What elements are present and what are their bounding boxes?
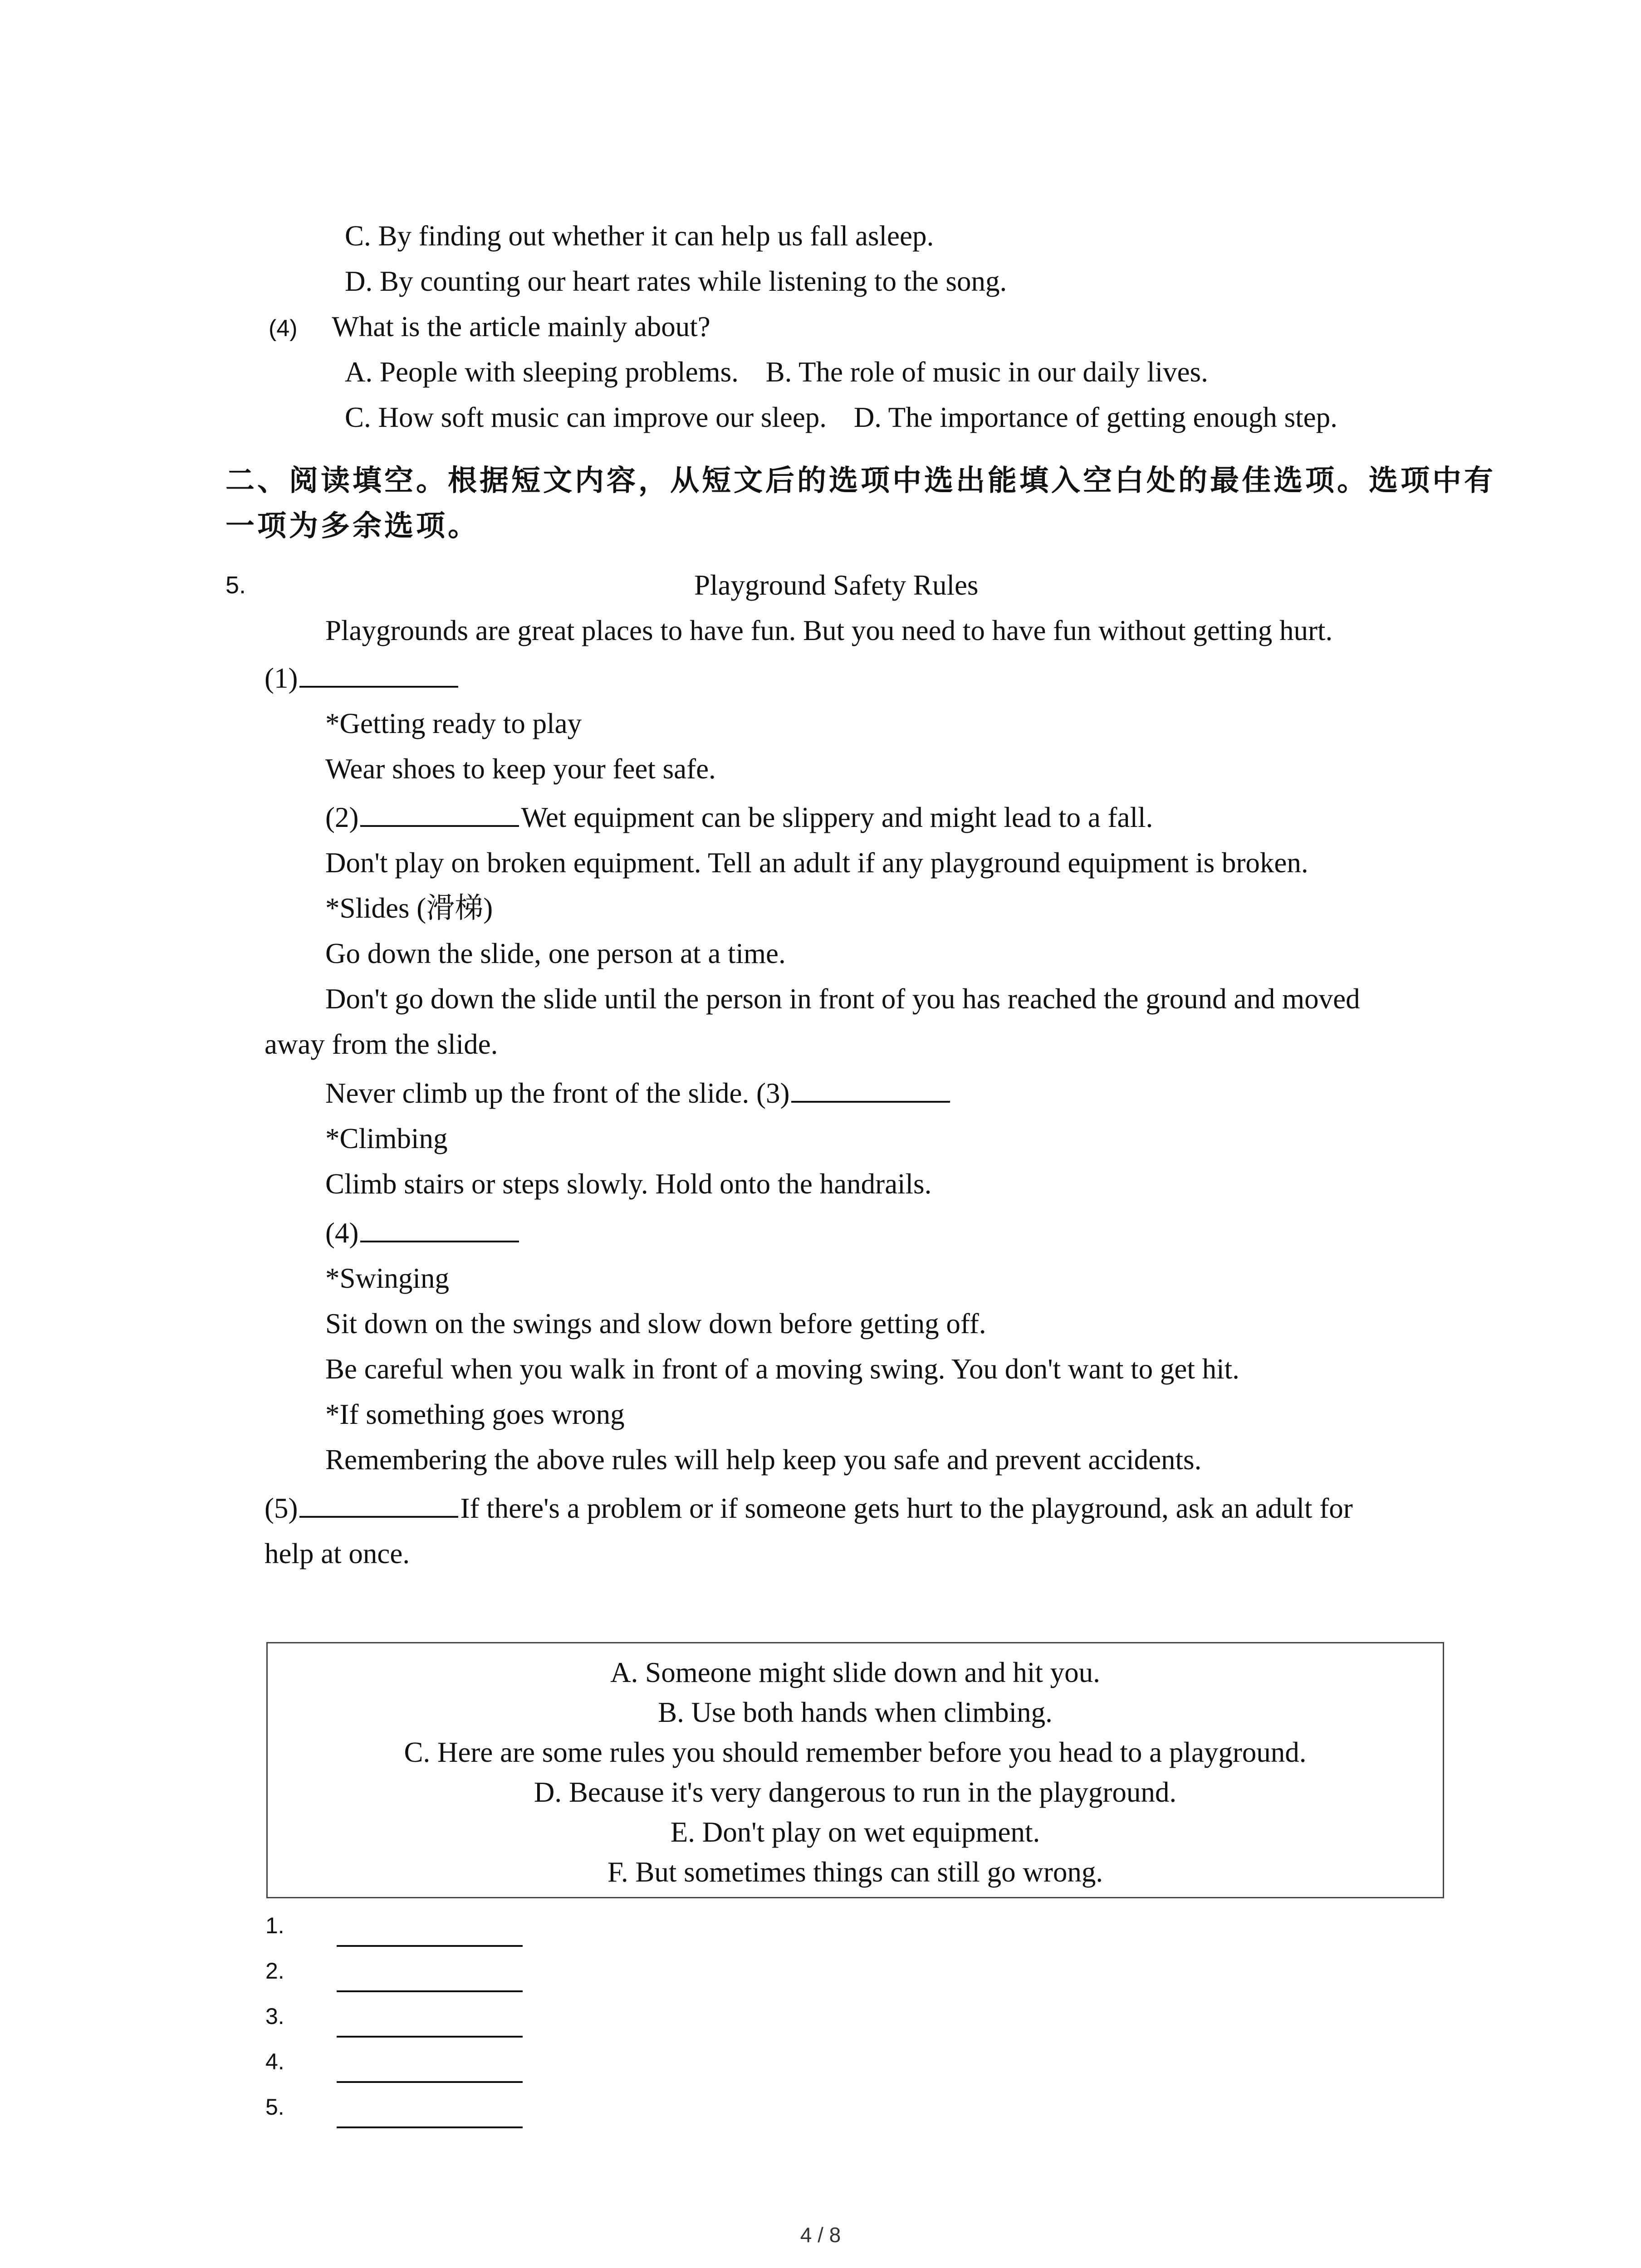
- wet-equipment-text: Wet equipment can be slippery and might lead to a fall.: [521, 802, 1153, 833]
- passage-title: Playground Safety Rules: [694, 569, 979, 601]
- q4-option-a: A. People with sleeping problems.: [345, 356, 739, 388]
- blank-4-label: (4): [325, 1217, 359, 1249]
- blank-4: [360, 1217, 519, 1242]
- options-box: [266, 1642, 1444, 1898]
- q4-line: [269, 304, 710, 349]
- answer-1-field[interactable]: [337, 1945, 523, 1947]
- option-d: D. Because it's very dangerous to run in the playground.: [534, 1776, 1177, 1808]
- dont-go-text-2: away from the slide.: [265, 1028, 498, 1060]
- section-heading-line1: 二、阅读填空。根据短文内容，从短文后的选项中选出能填入空白处的最佳选项。选项中有: [225, 464, 1496, 498]
- q3-option-d: D. By counting our heart rates while listening to the song.: [345, 265, 1007, 297]
- blank-3-line: [325, 1070, 952, 1116]
- q3-option-c: C. By finding out whether it can help us fall asleep.: [345, 220, 934, 252]
- answer-4-field[interactable]: [337, 2081, 523, 2083]
- blank-5: [299, 1492, 458, 1518]
- remembering-text: Remembering the above rules will help keep you safe and prevent accidents.: [325, 1444, 1202, 1476]
- blank-1-line: [265, 655, 460, 701]
- q4-option-d: D. The importance of getting enough step.: [853, 401, 1337, 433]
- swinging-heading: *Swinging: [325, 1262, 450, 1294]
- answer-5-number: 5.: [265, 2094, 284, 2120]
- climb-stairs-text: Climb stairs or steps slowly. Hold onto the handrails.: [325, 1168, 932, 1200]
- sit-down-text: Sit down on the swings and slow down before getting off.: [325, 1308, 986, 1339]
- blank-2-line: [325, 795, 1153, 840]
- option-b: B. Use both hands when climbing.: [658, 1696, 1053, 1728]
- answer-2-field[interactable]: [337, 1990, 523, 1992]
- climbing-heading: *Climbing: [325, 1123, 448, 1154]
- goes-wrong-heading: *If something goes wrong: [325, 1398, 625, 1430]
- section-heading-line2: 一项为多余选项。: [225, 509, 480, 543]
- q4-number: (4): [269, 315, 298, 342]
- blank-3: [791, 1077, 950, 1103]
- wear-shoes-text: Wear shoes to keep your feet safe.: [325, 753, 716, 785]
- getting-ready-heading: *Getting ready to play: [325, 708, 582, 739]
- blank-2: [360, 802, 519, 827]
- broken-equipment-text: Don't play on broken equipment. Tell an adult if any playground equipment is broken.: [325, 847, 1308, 879]
- problem-text-1: If there's a problem or if someone gets hurt to the playground, ask an adult for: [460, 1492, 1353, 1524]
- blank-2-label: (2): [325, 802, 359, 833]
- blank-1-label: (1): [265, 662, 298, 694]
- answer-3-number: 3.: [265, 2004, 284, 2029]
- q4-question: What is the article mainly about?: [332, 311, 710, 342]
- blank-5-label: (5): [265, 1492, 298, 1524]
- blank-4-line: [325, 1210, 521, 1256]
- q4-options-cd: [345, 395, 1337, 440]
- page-number: 4 / 8: [800, 2223, 841, 2247]
- passage-intro: Playgrounds are great places to have fun. But you need to have fun without getting hurt.: [325, 615, 1333, 646]
- option-c: C. Here are some rules you should remember before you head to a playground.: [404, 1736, 1307, 1768]
- never-climb-text: Never climb up the front of the slide. (3): [325, 1077, 790, 1109]
- answer-4-number: 4.: [265, 2049, 284, 2074]
- go-down-text: Go down the slide, one person at a time.: [325, 938, 786, 969]
- option-f: F. But sometimes things can still go wrong.: [607, 1856, 1103, 1888]
- q4-option-b: B. The role of music in our daily lives.: [765, 356, 1208, 388]
- answer-5-field[interactable]: [337, 2126, 523, 2128]
- slides-heading: *Slides (滑梯): [325, 892, 493, 924]
- be-careful-text: Be careful when you walk in front of a moving swing. You don't want to get hit.: [325, 1353, 1239, 1385]
- q4-options-ab: [345, 349, 1208, 395]
- answer-1-number: 1.: [265, 1913, 284, 1938]
- dont-go-text-1: Don't go down the slide until the person in front of you has reached the ground and moved: [325, 983, 1360, 1015]
- problem-text-2: help at once.: [265, 1538, 410, 1569]
- option-e: E. Don't play on wet equipment.: [670, 1816, 1040, 1848]
- blank-5-line: [265, 1486, 1353, 1531]
- option-a: A. Someone might slide down and hit you.: [610, 1657, 1100, 1688]
- answer-3-field[interactable]: [337, 2036, 523, 2038]
- q4-option-c: C. How soft music can improve our sleep.: [345, 401, 827, 433]
- passage-number: 5.: [225, 572, 246, 599]
- answer-2-number: 2.: [265, 1958, 284, 1984]
- blank-1: [299, 662, 458, 688]
